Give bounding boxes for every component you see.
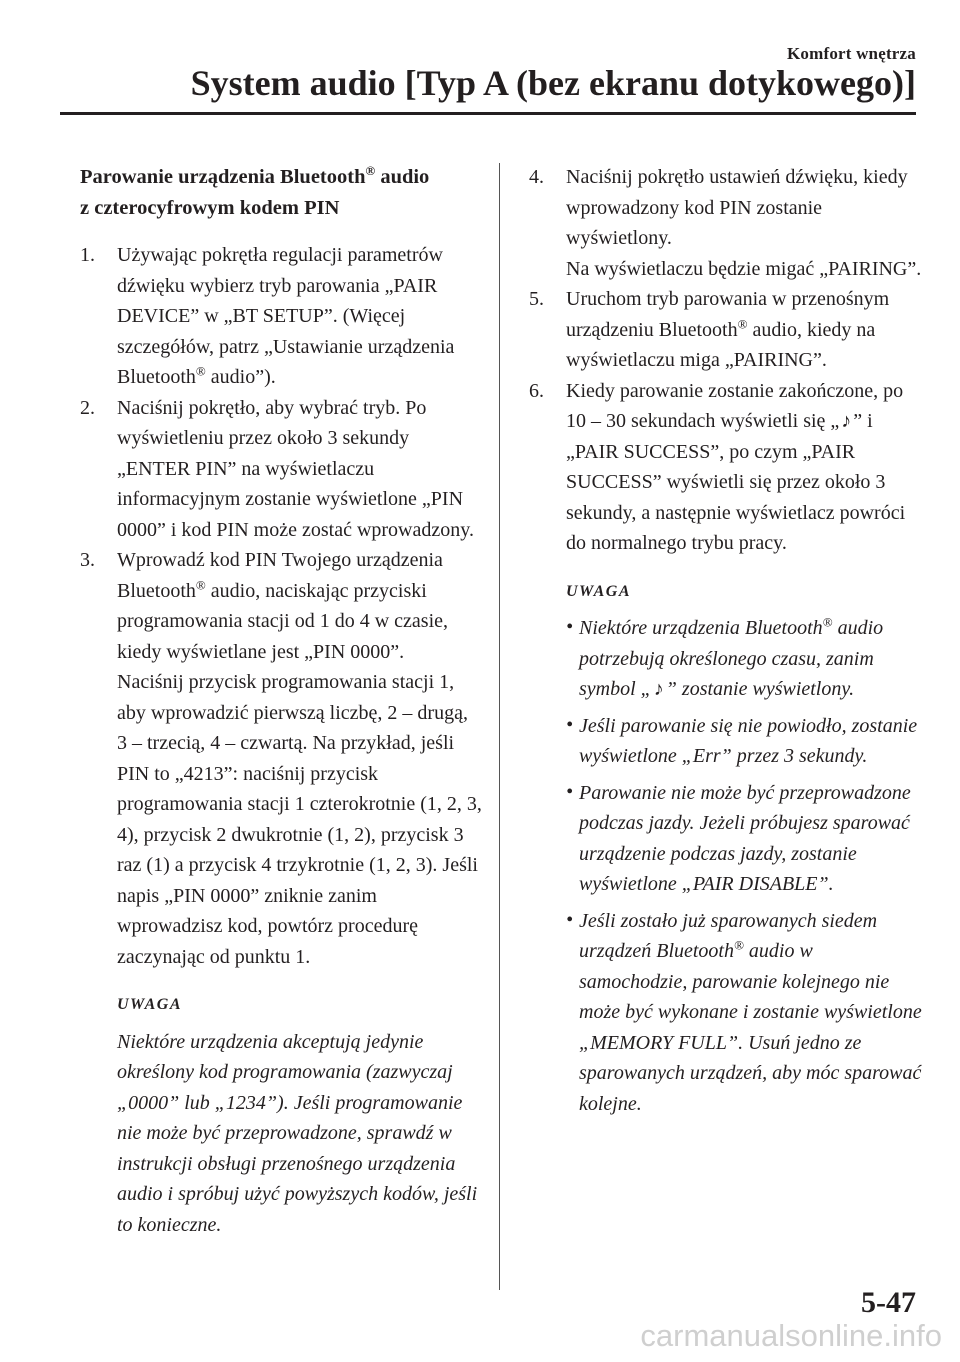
left-column: [80, 162, 482, 1240]
step-number: 5.: [529, 288, 544, 310]
note-list: [566, 613, 924, 1119]
registered-mark: ®: [195, 576, 206, 592]
note-text: Niektóre urządzenia akceptują jedynie określony kod programowania (zazwyczaj „0000” lub „1234”). Jeśli programowanie nie może być przeprowadzone, sprawdź w instrukcji obsługi przenośnego urządzenia audio i spróbuj użyć powyższych kodów, jeśli to konieczne.: [117, 1030, 478, 1236]
heading-text-2: audio: [375, 166, 430, 188]
page-number: 5-47: [861, 1286, 916, 1319]
step-2: [80, 393, 482, 546]
bullet-icon: •: [566, 908, 574, 931]
step-text: Naciśnij pokrętło ustawień dźwięku, kiedy wprowadzony kod PIN zostanie wyświetlony.: [566, 166, 908, 249]
step-text: audio”).: [205, 366, 276, 388]
note-item: [566, 778, 924, 900]
note-item-text: Jeśli parowanie się nie powiodło, zostanie wyświetlone „Err” przez 3 sekundy.: [579, 714, 918, 767]
note-label: UWAGA: [566, 582, 631, 600]
section-label: Komfort wnętrza: [786, 44, 916, 63]
bullet-icon: •: [566, 713, 574, 736]
registered-mark: ®: [195, 363, 206, 379]
bullet-icon: •: [566, 780, 574, 803]
page-title: System audio [Typ A (bez ekranu dotykowego)]: [190, 63, 916, 103]
note-item-text: audio w samochodzie, parowanie kolejnego nie może być wykonane i zostanie wyświetlone „MEMORY FULL”. Usuń jedno ze sparowanych urządzeń, aby móc sparować kolejne.: [579, 940, 922, 1115]
step-3: [80, 545, 482, 972]
heading-text-3: z czterocyfrowym kodem PIN: [80, 196, 340, 219]
step-number: 6.: [529, 379, 544, 402]
note-item-text: ” zostanie wyświetlony.: [665, 678, 855, 700]
step-text: Używając pokrętła regulacji parametrów dźwięku wybierz tryb parowania „PAIR DEVICE” w „BT SETUP”. (Więcej szczegółów, patrz „Ustawianie urządzenia Bluetooth: [117, 244, 455, 388]
header-rule: [60, 112, 916, 115]
registered-mark: ®: [737, 315, 748, 331]
note-label: UWAGA: [117, 996, 182, 1013]
step-text: Na wyświetlaczu będzie migać „PAIRING”.: [566, 257, 922, 280]
step-4: [529, 162, 924, 284]
step-text: audio, kiedy na wyświetlaczu miga „PAIRING”.: [566, 318, 876, 371]
note-item: [566, 906, 924, 1120]
registered-mark: ®: [822, 614, 833, 630]
right-column: [529, 162, 924, 1125]
sub-heading: [80, 162, 482, 223]
music-note-icon: ♪: [841, 410, 852, 432]
step-text: Naciśnij przycisk programowania stacji 1, aby wprowadzić pierwszą liczbę, 2 – drugą, 3 – trzecią, 4 – czwartą. Na przykład, jeśli PIN to „4213”: naciśnij przycisk programowania stacji 1 czterokrotnie (1, 2, 3, 4), przycisk 2 dwukrotnie (1, 2), przycisk 3 raz (1) a przycisk 4 trzykrotnie (1, 2, 3). Jeśli napis „PIN 0000” zniknie zanim wprowadzisz kod, powtórz procedurę zaczynając od punktu 1.: [117, 671, 482, 968]
note-item-text: Niektóre urządzenia Bluetooth: [579, 617, 823, 639]
registered-mark: ®: [734, 937, 744, 953]
note-item-text: Parowanie nie może być przeprowadzone podczas jazdy. Jeżeli próbujesz sparować urządzenie podczas jazdy, zostanie wyświetlone „PAIR DISABLE”.: [579, 781, 911, 895]
note-item: [566, 613, 924, 705]
step-number: 1.: [80, 244, 95, 266]
step-text: audio, naciskając przyciski programowania stacji od 1 do 4 w czasie, kiedy wyświetlane jest „PIN 0000”.: [117, 579, 449, 663]
column-divider: [499, 163, 500, 1290]
watermark: carmanualsonline.info: [640, 1318, 942, 1353]
note-item-text: audio potrzebują określonego czasu, zanim symbol „: [579, 617, 884, 700]
step-text: Uruchom tryb parowania w przenośnym urządzeniu Bluetooth: [566, 288, 890, 341]
step-1: [80, 240, 482, 393]
bullet-icon: •: [566, 616, 574, 638]
note-item-text: Jeśli zostało już sparowanych siedem urządzeń Bluetooth: [579, 909, 878, 962]
step-5: [529, 284, 924, 376]
step-number: 2.: [80, 396, 95, 419]
heading-text-1: Parowanie urządzenia Bluetooth: [80, 166, 366, 188]
step-6: [529, 376, 924, 559]
note-item: [566, 711, 924, 772]
step-number: 4.: [529, 166, 544, 188]
registered-mark: ®: [365, 163, 376, 179]
step-text: Wprowadź kod PIN Twojego urządzenia Bluetooth: [117, 549, 443, 602]
music-note-icon: ♪: [653, 678, 664, 700]
step-number: 3.: [80, 549, 95, 571]
step-text: Naciśnij pokrętło, aby wybrać tryb. Po wyświetleniu przez około 3 sekundy „ENTER PIN” na wyświetlaczu informacyjnym zostanie wyświetlone „PIN 0000” i kod PIN może zostać wprowadzony.: [117, 396, 474, 541]
step-text: ” i „PAIR SUCCESS”, po czym „PAIR SUCCESS” wyświetli się przez około 3 sekundy, a następnie wyświetlacz powróci do normalnego trybu pracy.: [566, 410, 906, 554]
step-text: Kiedy parowanie zostanie zakończone, po 10 – 30 sekundach wyświetli się „: [566, 379, 904, 432]
